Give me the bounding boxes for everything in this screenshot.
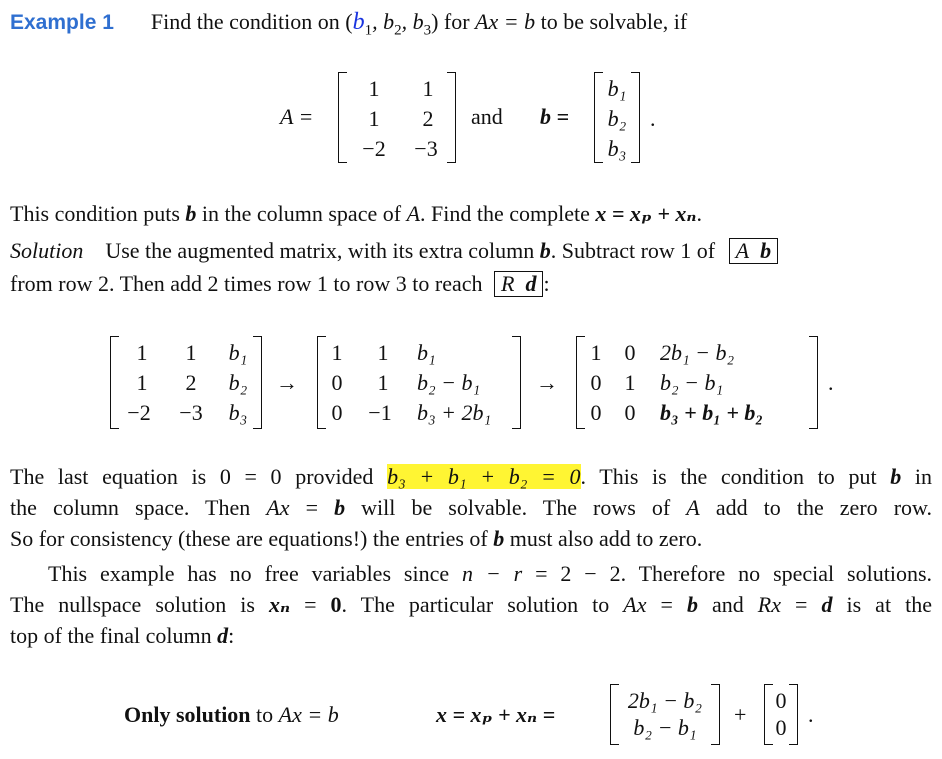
vector-cell: b₂ [607, 106, 627, 131]
aug-matrix-3 [576, 336, 818, 430]
bold-d: d [821, 592, 833, 617]
matrix-cell: 1 [368, 106, 380, 131]
matrix-cell: −1 [368, 400, 392, 425]
para2-line1 [10, 466, 932, 488]
matrix-cell: 1 [377, 340, 389, 365]
matrix-cell: b₂ [228, 370, 248, 395]
text: = [289, 495, 335, 520]
n-minus-r: n − r [462, 561, 523, 586]
matrix-cell: 2 [185, 370, 197, 395]
arrow-icon: → [276, 370, 298, 395]
para1-line3 [10, 271, 932, 297]
para2-line2 [10, 497, 932, 519]
vector-solution [610, 684, 720, 746]
sub-2: 2 [394, 22, 402, 39]
text: The last equation is 0 = 0 provided [10, 464, 388, 489]
para3-line1 [48, 563, 932, 585]
text: = [290, 592, 331, 617]
A-label: A = [280, 104, 314, 129]
sub-3: 3 [423, 22, 432, 39]
plus-sign: + [734, 702, 747, 727]
bold-d: d [525, 271, 537, 296]
bold-b: b [686, 592, 698, 617]
para2-line3 [10, 528, 932, 550]
matrix-cell: b₁ [417, 340, 436, 365]
text: The nullspace solution is [10, 592, 269, 617]
only-solution-bold: Only solution [124, 702, 251, 727]
bold-b: b [890, 464, 902, 489]
text: . Subtract row 1 of [550, 238, 716, 263]
matrix-cell: 1 [368, 76, 380, 101]
para3-line2 [10, 594, 932, 616]
text: : [543, 271, 550, 296]
matrix-cell: 0 [624, 340, 636, 365]
text: to [250, 702, 279, 727]
matrix-cell: 1 [377, 370, 389, 395]
bold-b: b [760, 238, 772, 263]
matrix-cell: 2b₁ − b₂ [660, 340, 735, 365]
matrix-cell: −3 [414, 136, 438, 161]
sub-1: 1 [364, 22, 373, 39]
para1-line1 [10, 203, 932, 225]
var-A: A [686, 495, 700, 520]
complete-x-eq: x = xₚ + xₙ [595, 201, 697, 226]
bold-b: b [334, 495, 346, 520]
matrix-cell: 2 [422, 106, 434, 131]
text: will be solvable. The rows of [345, 495, 687, 520]
matrix-cell: −3 [179, 400, 203, 425]
var-A: A [735, 238, 750, 263]
solution-label: Solution [10, 238, 84, 263]
def-period: . [650, 106, 656, 131]
vector-cell: b₂ − b₁ [633, 715, 697, 740]
header-text-e: to be solvable, if [535, 9, 688, 34]
Ax: Ax [266, 495, 290, 520]
arrow-icon: → [536, 370, 558, 395]
matrix-cell: b₂ − b₁ [417, 370, 481, 395]
inline-matrix-Rd [494, 271, 543, 297]
header-text-c: , b [401, 9, 424, 34]
bracket-right [447, 72, 456, 163]
text: This condition puts [10, 201, 186, 226]
var-R: R [500, 271, 515, 296]
bracket-right [512, 336, 521, 429]
header-text-b: , b [372, 9, 395, 34]
Rx: Rx [757, 592, 781, 617]
matrix-cell: 0 [590, 370, 602, 395]
vector-cell: 0 [775, 715, 787, 740]
vector-b [594, 72, 640, 164]
text: top of the final column [10, 623, 218, 648]
text: . [696, 201, 702, 226]
vector-cell: b₁ [607, 76, 627, 101]
highlighted-condition: b₃ + b₁ + b₂ = 0 [387, 464, 581, 489]
text: . Find the complete [420, 201, 596, 226]
matrix-cell: b₃ + 2b₁ [417, 400, 492, 425]
aug-matrix-2 [317, 336, 521, 430]
text: . The particular solution to [341, 592, 624, 617]
matrix-cell: 0 [331, 400, 343, 425]
matrix-cell: 1 [590, 340, 602, 365]
Ax: Ax [623, 592, 647, 617]
vector-zero [764, 684, 798, 746]
bold-d: d [217, 623, 229, 648]
x-n: xₙ [268, 592, 291, 617]
bracket-left [338, 72, 347, 163]
example-label: Example 1 [10, 11, 114, 34]
matrix-cell: 1 [136, 370, 148, 395]
bold-b: b [493, 526, 505, 551]
text: add to the zero row. [699, 495, 932, 520]
text: in the column space of [196, 201, 407, 226]
matrix-cell: 1 [185, 340, 197, 365]
matrix-cell: 1 [422, 76, 434, 101]
bold-b: b [539, 238, 551, 263]
text: from row 2. Then add 2 times row 1 to row 3 to reach [10, 271, 483, 296]
b-label: b = [540, 104, 570, 129]
text: Use the augmented matrix, with its extra column [105, 238, 540, 263]
example-header [10, 10, 687, 38]
matrix-A [338, 72, 456, 164]
var-A: A [406, 201, 421, 226]
text: and [697, 592, 758, 617]
text: : [228, 623, 235, 648]
matrix-cell: 1 [136, 340, 148, 365]
header-eq: Ax = b [475, 9, 536, 34]
and-word: and [471, 104, 503, 129]
handwritten-b1: b [352, 9, 365, 35]
matrix-cell: 1 [624, 370, 636, 395]
vector-cell: 2b₁ − b₂ [627, 688, 703, 713]
matrix-cell: −2 [362, 136, 386, 161]
para3-line3 [10, 625, 932, 647]
vector-cell: 0 [775, 688, 787, 713]
text: is at the [832, 592, 932, 617]
aug-period: . [828, 370, 834, 395]
text: . This is the condition to put [580, 464, 891, 489]
only-solution-label [124, 704, 339, 726]
Ax-eq-b: Ax = b [278, 702, 339, 727]
inline-matrix-Ab [729, 238, 778, 264]
matrix-cell: −2 [127, 400, 151, 425]
bracket-right [809, 336, 818, 429]
text: the column space. Then [10, 495, 267, 520]
x-equation: x = xₚ + xₙ = [436, 702, 556, 727]
matrix-cell: 0 [590, 400, 602, 425]
text: So for consistency (these are equations!) the entries of [10, 526, 494, 551]
final-period: . [808, 702, 814, 727]
matrix-cell: 0 [331, 370, 343, 395]
header-text-d: ) for [431, 9, 476, 34]
text: = [780, 592, 822, 617]
zero-vector: 0 [330, 592, 342, 617]
text: = [646, 592, 687, 617]
aug-matrix-1 [110, 336, 262, 430]
text: This example has no free variables since [48, 561, 462, 586]
matrix-cell: 1 [331, 340, 343, 365]
matrix-cell: b₁ [228, 340, 248, 365]
text: in [901, 464, 933, 489]
matrix-cell: b₂ − b₁ [660, 370, 724, 395]
matrix-cell: b₃ [228, 400, 248, 425]
matrix-cell: 0 [624, 400, 636, 425]
bold-b: b [185, 201, 197, 226]
text: must also add to zero. [504, 526, 703, 551]
para1-line2 [10, 238, 932, 264]
vector-cell: b₃ [607, 136, 627, 161]
header-text-a: Find the condition on ( [150, 9, 353, 34]
text: = 2 − 2. Therefore no special solutions. [522, 561, 933, 586]
matrix-cell-condition: b₃ + b₁ + b₂ [660, 400, 764, 425]
